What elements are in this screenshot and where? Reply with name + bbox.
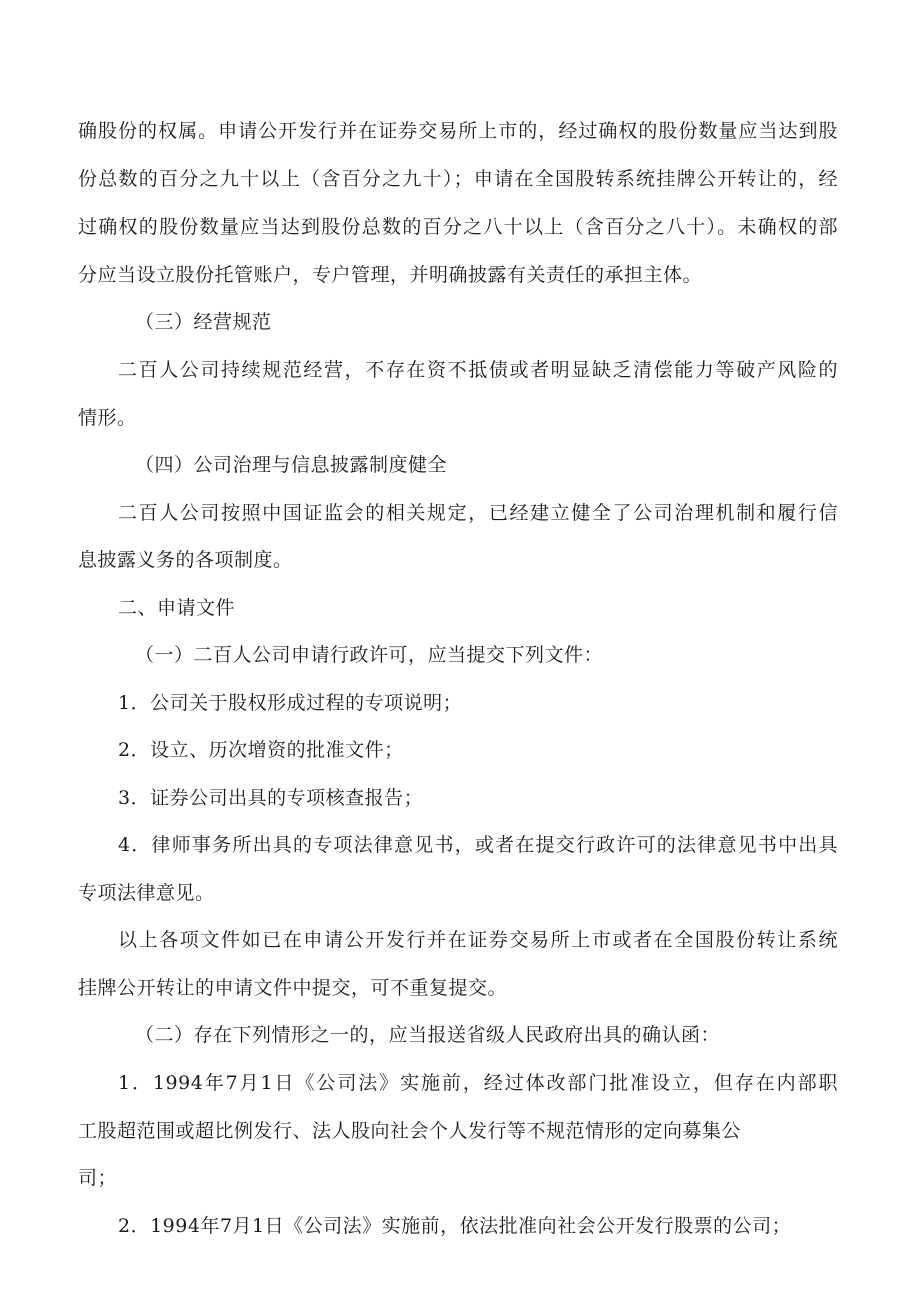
- paragraph-line: 息披露义务的各项制度。: [78, 549, 293, 571]
- paragraph-line: 专项法律意见。: [78, 882, 215, 904]
- paragraph-line: 过确权的股份数量应当达到股份总数的百分之八十以上（含百分之八十）。未确权的部: [78, 216, 838, 238]
- subsection-heading: （二）存在下列情形之一的，应当报送省级人民政府出具的确认函：: [135, 1024, 721, 1046]
- paragraph-line: 以上各项文件如已在申请公开发行并在证券交易所上市或者在全国股份转让系统: [118, 929, 838, 951]
- list-item: 2．设立、历次增资的批准文件；: [118, 739, 404, 761]
- paragraph-line: 工股超范围或超比例发行、法人股向社会个人发行等不规范情形的定向募集公: [78, 1120, 742, 1142]
- paragraph-line: 挂牌公开转让的申请文件中提交，可不重复提交。: [78, 977, 508, 999]
- list-item: 3．证券公司出具的专项核查报告；: [118, 787, 424, 809]
- paragraph-line: 确股份的权属。申请公开发行并在证券交易所上市的，经过确权的股份数量应当达到股: [78, 120, 838, 142]
- list-item: 1．1994年7月1日《公司法》实施前，经过体改部门批准设立，但存在内部职: [118, 1072, 838, 1094]
- section-heading-application-documents: 二、申请文件: [118, 597, 236, 619]
- section-heading-governance: （四）公司治理与信息披露制度健全: [135, 454, 448, 476]
- paragraph-line: 份总数的百分之九十以上（含百分之九十）；申请在全国股转系统挂牌公开转让的，经: [78, 168, 838, 190]
- list-item: 1．公司关于股权形成过程的专项说明；: [118, 692, 463, 714]
- list-item: 4．律师事务所出具的专项法律意见书，或者在提交行政许可的法律意见书中出具: [118, 834, 838, 856]
- list-item: 2．1994年7月1日《公司法》实施前，依法批准向社会公开发行股票的公司；: [118, 1215, 792, 1237]
- subsection-heading: （一）二百人公司申请行政许可，应当提交下列文件：: [135, 644, 604, 666]
- paragraph-line: 二百人公司按照中国证监会的相关规定，已经建立健全了公司治理机制和履行信: [118, 502, 838, 524]
- section-heading-business-norms: （三）经营规范: [135, 311, 272, 333]
- paragraph-line: 司；: [78, 1167, 118, 1189]
- paragraph-line: 分应当设立股份托管账户，专户管理，并明确披露有关责任的承担主体。: [78, 264, 703, 286]
- paragraph-line: 二百人公司持续规范经营，不存在资不抵债或者明显缺乏清偿能力等破产风险的: [118, 359, 838, 381]
- paragraph-line: 情形。: [78, 407, 137, 429]
